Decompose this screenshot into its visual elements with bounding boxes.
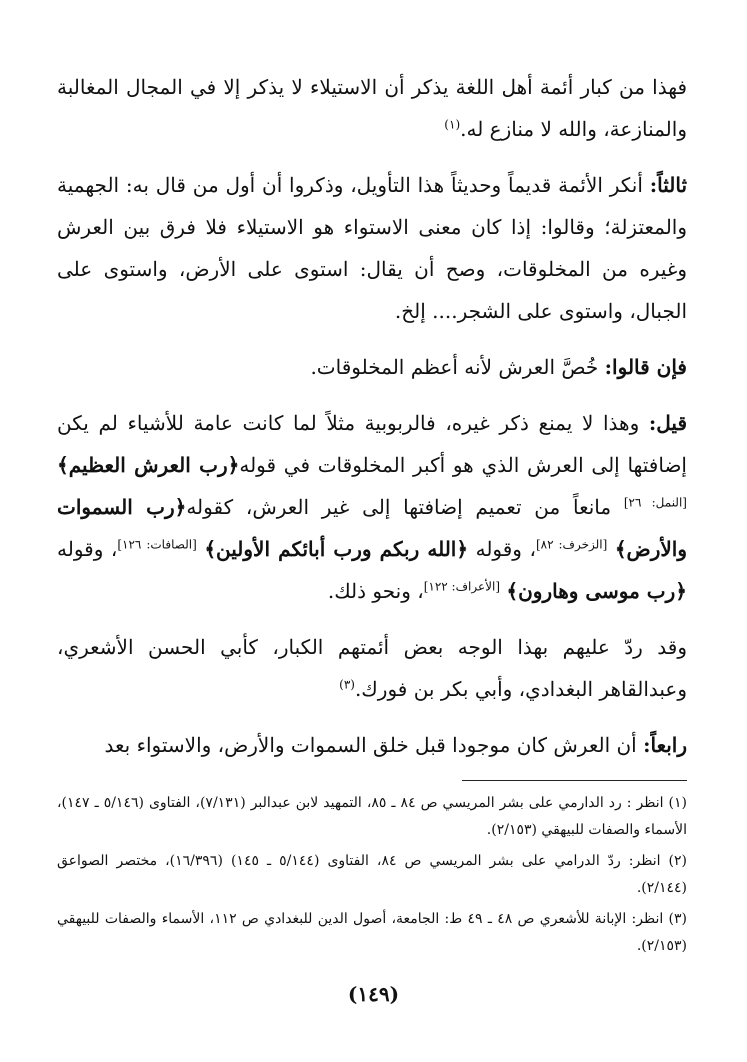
quran-quote-3: ﴿الله ربكم ورب أبائكم الأولين﴾: [204, 537, 469, 561]
page-number: (١٤٩): [347, 982, 400, 1006]
paragraph-6-lead: رابعاً:: [643, 733, 687, 757]
footnote-divider: [462, 780, 687, 781]
paragraph-3: [57, 346, 687, 388]
paragraph-2: [57, 164, 687, 332]
paragraph-4: [57, 402, 687, 612]
paragraph-6-text: أن العرش كان موجودا قبل خلق السموات والأرض، والاستواء بعد: [104, 733, 637, 757]
footnote-1: (١) انظر : رد الدارمي على بشر المريسي ص ٨٤ ـ ٨٥، التمهيد لابن عبدالبر (٧/١٣١)، الفتاوى (٥/١٤٦ ـ ١٤٧)، الأسماء والصفات للبيهقي (٢/١٥٣).: [57, 795, 687, 838]
paragraph-3-lead: فإن قالوا:: [604, 355, 687, 379]
paragraph-4-text-e: ، ونحو ذلك.: [327, 579, 424, 603]
footnote-3: (٣) انظر: الإبانة للأشعري ص ٤٨ ـ ٤٩ ط: الجامعة، أصول الدين للبغدادي ص ١١٢، الأسماء والصفات للبيهقي (٢/١٥٣).: [57, 911, 687, 954]
quran-quote-2: ﴿رب السموات والأرض﴾: [57, 495, 688, 561]
paragraph-4-lead: قيل:: [648, 411, 688, 435]
footnote-marker-1: (١): [444, 117, 461, 132]
verse-reference-1: [النمل: ٢٦]: [623, 495, 687, 510]
quran-quote-1: ﴿رب العرش العظيم﴾: [57, 453, 240, 477]
paragraph-4-text-b: مانعاً من تعميم إضافتها إلى غير العرش، كقوله: [186, 495, 612, 519]
paragraph-3-text: خُصَّ العرش لأنه أعظم المخلوقات.: [310, 355, 599, 379]
verse-reference-4: [الأعراف: ١٢٢]: [423, 579, 501, 594]
paragraph-5: [57, 626, 687, 710]
footnotes: [57, 790, 687, 964]
paragraph-6: [57, 724, 687, 766]
footnote-marker-3: (٣): [339, 677, 355, 692]
main-text: [57, 66, 687, 780]
paragraph-1: [57, 66, 687, 150]
paragraph-4-text-c: ، وقوله: [475, 537, 536, 561]
paragraph-4-text-a: وهذا لا يمنع ذكر غيره، فالربوبية مثلاً لما كانت عامة للأشياء لم يكن إضافتها إلى العرش الذي هو أكبر المخلوقات في قوله: [57, 411, 687, 477]
footnote-2: (٢) انظر: ردّ الدرامي على بشر المريسي ص ٨٤، الفتاوى (٥/١٤٤ ـ ١٤٥) (١٦/٣٩٦)، مختصر الصواعق (٢/١٤٤).: [57, 853, 687, 896]
paragraph-2-lead: ثالثاً:: [649, 173, 688, 197]
quran-quote-4: ﴿رب موسى وهارون﴾: [506, 579, 687, 603]
verse-reference-3: [الصافات: ١٢٦]: [117, 537, 197, 552]
paragraph-4-text-d: ، وقوله: [57, 537, 118, 561]
paragraph-1-text: فهذا من كبار أئمة أهل اللغة يذكر أن الاستيلاء لا يذكر إلا في المجال المغالبة والمنازعة، والله لا منازع له.: [57, 75, 687, 141]
paragraph-5-text: وقد ردّ عليهم بهذا الوجه بعض أئمتهم الكبار، كأبي الحسن الأشعري، وعبدالقاهر البغدادي، وأبي بكر بن فورك.: [57, 635, 687, 701]
verse-reference-2: [الزخرف: ٨٢]: [535, 537, 608, 552]
paragraph-2-text: أنكر الأئمة قديماً وحديثاً هذا التأويل، وذكروا أن أول من قال به: الجهمية والمعتزلة؛ وقالوا: إذا كان معنى الاستواء هو الاستيلاء فلا فرق بين العرش وغيره من المخلوقات، وصح أن يقال: استوى على الأرض، واستوى على الجبال، واستوى على الشجر.... إلخ.: [57, 173, 687, 323]
